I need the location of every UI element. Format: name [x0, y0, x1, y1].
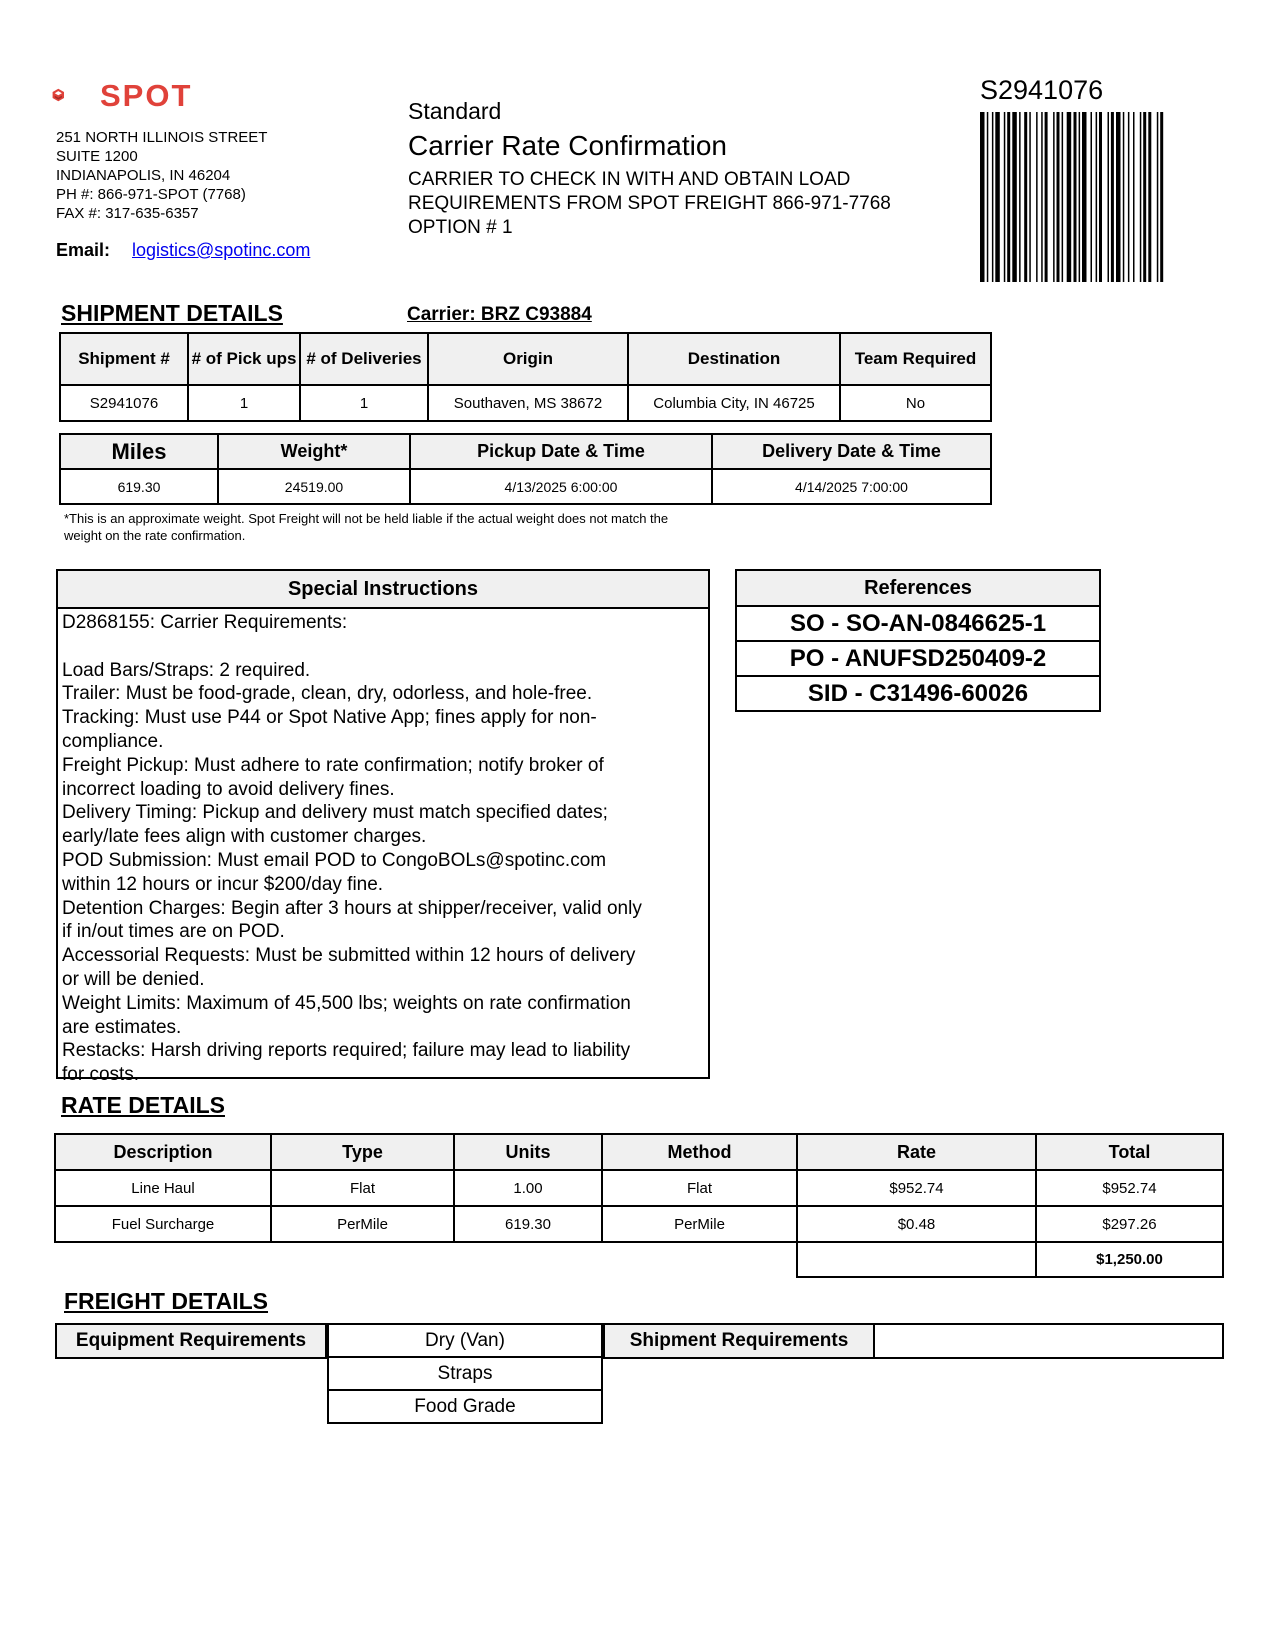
- total-label-cell: [797, 1242, 1036, 1277]
- rate-details-heading: RATE DETAILS: [61, 1092, 225, 1118]
- check-in-note: [408, 168, 968, 240]
- instruction-line: [62, 635, 704, 659]
- table-header: Shipment #: [60, 333, 188, 385]
- table-cell: 619.30: [454, 1206, 602, 1242]
- table-cell: $0.48: [797, 1206, 1036, 1242]
- address-line: SUITE 1200: [56, 148, 138, 165]
- table-header: Units: [454, 1134, 602, 1170]
- special-instructions: [56, 569, 710, 1086]
- note-line: OPTION # 1: [408, 217, 513, 238]
- table-header: Team Required: [840, 333, 991, 385]
- table-header: Miles: [60, 434, 218, 469]
- instruction-line: Freight Pickup: Must adhere to rate confirmation; notify broker of: [62, 754, 604, 776]
- table-header: Type: [271, 1134, 454, 1170]
- table-cell: $952.74: [1036, 1170, 1223, 1206]
- table-cell: Flat: [271, 1170, 454, 1206]
- equipment-item: Food Grade: [327, 1389, 603, 1424]
- shipment-requirements-value: [873, 1323, 1224, 1359]
- shipment-requirements-label: Shipment Requirements: [603, 1323, 875, 1359]
- instruction-line: compliance.: [62, 730, 164, 752]
- empty-cell: [55, 1242, 271, 1277]
- table-cell: 1.00: [454, 1170, 602, 1206]
- empty-cell: [454, 1242, 602, 1277]
- logo-text: SPOT: [100, 78, 193, 113]
- instruction-line: Restacks: Harsh driving reports required; failure may lead to liability: [62, 1040, 631, 1062]
- instruction-line: Detention Charges: Begin after 3 hours at shipper/receiver, valid only: [62, 897, 642, 919]
- instruction-line: are estimates.: [62, 1016, 182, 1038]
- instruction-line: for costs.: [62, 1064, 140, 1086]
- note-line: REQUIREMENTS FROM SPOT FREIGHT 866-971-7768: [408, 193, 891, 214]
- table-row: [60, 469, 991, 504]
- equipment-item: Straps: [327, 1356, 603, 1391]
- table-cell: $952.74: [797, 1170, 1036, 1206]
- instruction-line: or will be denied.: [62, 968, 205, 990]
- email-link[interactable]: logistics@spotinc.com: [132, 240, 311, 260]
- instruction-line: early/late fees align with customer charges.: [62, 826, 427, 848]
- address-line: INDIANAPOLIS, IN 46204: [56, 167, 231, 184]
- references-table: [735, 569, 1101, 712]
- table-cell: 1: [188, 385, 300, 421]
- table-header: # of Deliveries: [300, 333, 428, 385]
- address-line: 251 NORTH ILLINOIS STREET: [56, 129, 268, 146]
- table-header: Origin: [428, 333, 628, 385]
- empty-cell: [602, 1242, 797, 1277]
- equipment-list: [327, 1323, 603, 1424]
- company-address: [56, 128, 267, 223]
- reference-item: PO - ANUFSD250409-2: [736, 641, 1100, 676]
- special-instructions-title: Special Instructions: [58, 571, 708, 609]
- table-cell: Columbia City, IN 46725: [628, 385, 840, 421]
- table-cell: Line Haul: [55, 1170, 271, 1206]
- table-cell: PerMile: [602, 1206, 797, 1242]
- instruction-line: POD Submission: Must email POD to CongoBOLs@spotinc.com: [62, 849, 607, 871]
- table-header: Rate: [797, 1134, 1036, 1170]
- special-instructions-body: [58, 609, 708, 1089]
- instruction-line: Weight Limits: Maximum of 45,500 lbs; weights on rate confirmation: [62, 992, 631, 1014]
- table-row: [55, 1170, 1223, 1206]
- table-cell: Fuel Surcharge: [55, 1206, 271, 1242]
- table-header: Pickup Date & Time: [410, 434, 712, 469]
- references-title: References: [736, 570, 1100, 606]
- doc-type: Standard: [408, 98, 502, 124]
- shipment-details-heading: SHIPMENT DETAILS: [61, 300, 283, 326]
- freight-details-heading: FREIGHT DETAILS: [64, 1288, 269, 1314]
- reference-item: SID - C31496-60026: [736, 676, 1100, 711]
- instruction-line: Load Bars/Straps: 2 required.: [62, 659, 311, 681]
- barcode-icon: [980, 112, 1208, 282]
- note-line: CARRIER TO CHECK IN WITH AND OBTAIN LOAD: [408, 169, 851, 190]
- table-header: Description: [55, 1134, 271, 1170]
- shipment-number: S2941076: [980, 75, 1104, 105]
- table-header: Weight*: [218, 434, 410, 469]
- empty-cell: [271, 1242, 454, 1277]
- table-cell: S2941076: [60, 385, 188, 421]
- table-row: [60, 385, 991, 421]
- table-row: [55, 1206, 1223, 1242]
- table-header: Destination: [628, 333, 840, 385]
- table-cell: Southaven, MS 38672: [428, 385, 628, 421]
- table-cell: 1: [300, 385, 428, 421]
- address-line: PH #: 866-971-SPOT (7768): [56, 186, 246, 203]
- table-cell: $297.26: [1036, 1206, 1223, 1242]
- instruction-line: D2868155: Carrier Requirements:: [62, 612, 348, 633]
- total-row: [55, 1242, 1223, 1277]
- equipment-item: Dry (Van): [327, 1323, 603, 1358]
- table-cell: 619.30: [60, 469, 218, 504]
- carrier-info: Carrier: BRZ C93884: [407, 304, 592, 325]
- weight-footnote: *This is an approximate weight. Spot Freight will not be held liable if the actual weight does not match the weight on the rate confirmation.: [64, 511, 669, 543]
- shipment-table: [59, 332, 992, 422]
- table-cell: 4/13/2025 6:00:00: [410, 469, 712, 504]
- table-cell: PerMile: [271, 1206, 454, 1242]
- table-header: # of Pick ups: [188, 333, 300, 385]
- table-header: Total: [1036, 1134, 1223, 1170]
- table-header: Method: [602, 1134, 797, 1170]
- equipment-requirements-label: Equipment Requirements: [55, 1323, 327, 1359]
- table-cell: No: [840, 385, 991, 421]
- shipment-metrics-table: [59, 433, 992, 505]
- spot-logo-icon: [52, 72, 94, 118]
- instruction-line: within 12 hours or incur $200/day fine.: [62, 873, 384, 895]
- instruction-line: incorrect loading to avoid delivery fines.: [62, 778, 395, 800]
- table-header: Delivery Date & Time: [712, 434, 991, 469]
- grand-total: $1,250.00: [1036, 1242, 1223, 1277]
- instruction-line: Accessorial Requests: Must be submitted within 12 hours of delivery: [62, 945, 636, 967]
- email-label: Email:: [56, 240, 111, 260]
- reference-item: SO - SO-AN-0846625-1: [736, 606, 1100, 641]
- page-title: Carrier Rate Confirmation: [408, 130, 727, 161]
- instruction-line: Tracking: Must use P44 or Spot Native App; fines apply for non-: [62, 707, 597, 729]
- address-line: FAX #: 317-635-6357: [56, 205, 199, 222]
- instruction-line: Delivery Timing: Pickup and delivery must match specified dates;: [62, 802, 608, 824]
- table-cell: 4/14/2025 7:00:00: [712, 469, 991, 504]
- rate-table: [54, 1133, 1224, 1278]
- instruction-line: Trailer: Must be food-grade, clean, dry, odorless, and hole-free.: [62, 683, 593, 705]
- table-cell: 24519.00: [218, 469, 410, 504]
- table-cell: Flat: [602, 1170, 797, 1206]
- instruction-line: if in/out times are on POD.: [62, 921, 285, 943]
